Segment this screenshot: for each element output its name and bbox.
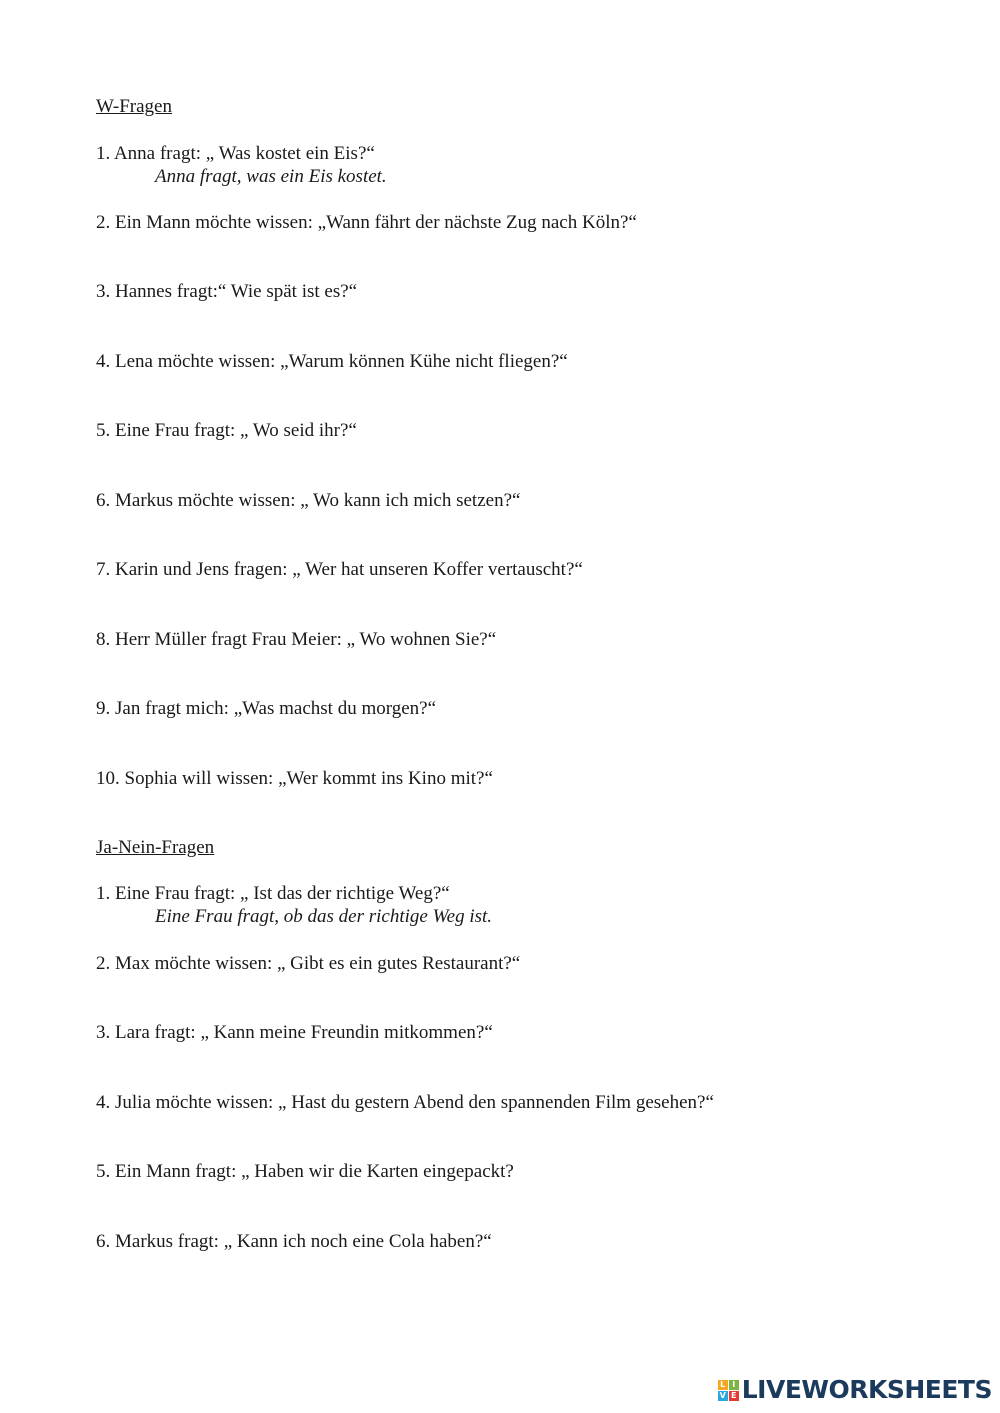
logo-tile-e: E [729, 1391, 739, 1401]
jn-question-6: 6. Markus fragt: „ Kann ich noch eine Cola haben?“ [96, 1231, 492, 1252]
liveworksheets-mark-icon [718, 1380, 739, 1401]
section-heading-ja-nein-fragen: Ja-Nein-Fragen [96, 837, 215, 858]
jn-example-answer: Eine Frau fragt, ob das der richtige Weg ist. [155, 906, 493, 927]
logo-text: LIVEWORKSHEETS [741, 1375, 992, 1404]
w-question-2: 2. Ein Mann möchte wissen: „Wann fährt der nächste Zug nach Köln?“ [96, 212, 637, 233]
logo-tile-i: I [729, 1380, 739, 1390]
w-question-9: 9. Jan fragt mich: „Was machst du morgen?“ [96, 698, 437, 719]
w-question-1: 1. Anna fragt: „ Was kostet ein Eis?“ [96, 143, 375, 164]
w-question-4: 4. Lena möchte wissen: „Warum können Kühe nicht fliegen?“ [96, 351, 568, 372]
w-question-3: 3. Hannes fragt:“ Wie spät ist es?“ [96, 281, 358, 302]
section-heading-w-fragen: W-Fragen [96, 96, 172, 117]
jn-question-3: 3. Lara fragt: „ Kann meine Freundin mitkommen?“ [96, 1022, 493, 1043]
jn-question-5: 5. Ein Mann fragt: „ Haben wir die Karten eingepackt? [96, 1161, 514, 1182]
logo-tile-l: L [718, 1380, 728, 1390]
jn-question-1: 1. Eine Frau fragt: „ Ist das der richtige Weg?“ [96, 883, 450, 904]
w-question-10: 10. Sophia will wissen: „Wer kommt ins Kino mit?“ [96, 768, 493, 789]
w-question-6: 6. Markus möchte wissen: „ Wo kann ich mich setzen?“ [96, 490, 521, 511]
w-example-answer: Anna fragt, was ein Eis kostet. [155, 166, 387, 187]
liveworksheets-logo [718, 1376, 992, 1404]
w-question-7: 7. Karin und Jens fragen: „ Wer hat unseren Koffer vertauscht?“ [96, 559, 583, 580]
w-question-8: 8. Herr Müller fragt Frau Meier: „ Wo wohnen Sie?“ [96, 629, 497, 650]
logo-tile-v: V [719, 1390, 726, 1400]
jn-question-2: 2. Max möchte wissen: „ Gibt es ein gutes Restaurant?“ [96, 953, 521, 974]
w-question-5: 5. Eine Frau fragt: „ Wo seid ihr?“ [96, 420, 357, 441]
jn-question-4: 4. Julia möchte wissen: „ Hast du gestern Abend den spannenden Film gesehen?“ [96, 1092, 714, 1113]
